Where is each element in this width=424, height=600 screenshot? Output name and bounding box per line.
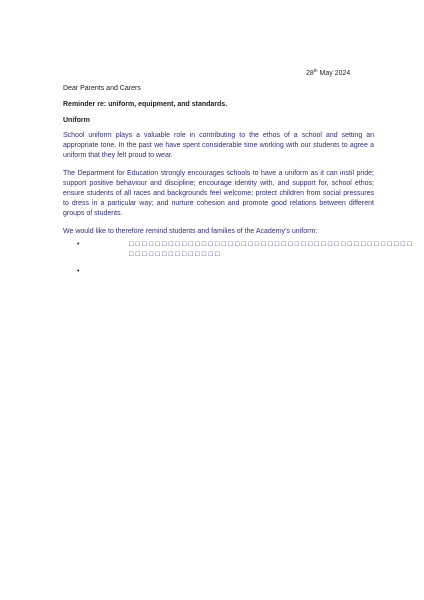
letter-heading: Reminder re: uniform, equipment, and standards. bbox=[63, 101, 228, 108]
date-suffix: th bbox=[313, 68, 318, 73]
paragraph-dfe-guidance: The Department for Education strongly encourages schools to have a uniform as it can instil pride; support positive behaviour and discipline; encourage identity with, and support for, school ethos; ensure students of all races and backgrounds feel welcome; protect children from social pressures to dress in a particular way; and nurture cohesion and promote good relations between different groups of students. bbox=[63, 170, 374, 217]
section-heading-uniform: Uniform bbox=[63, 117, 90, 124]
bullet-icon: • bbox=[77, 241, 80, 248]
list-item bbox=[63, 267, 415, 277]
paragraph-uniform-reminder: We would like to therefore remind students and families of the Academy’s uniform: bbox=[63, 228, 318, 235]
list-item-text: □□□□□□□□□□□□□□□□□□□□□□□□□□□□□□□□□□□□□□□□□□□□□□□□□□□□□□□□□ bbox=[129, 241, 415, 258]
bullet-icon: • bbox=[77, 268, 80, 275]
list-item bbox=[63, 240, 415, 260]
salutation: Dear Parents and Carers bbox=[63, 85, 141, 92]
list-item-text bbox=[63, 267, 415, 277]
paragraph-uniform-role: School uniform plays a valuable role in contributing to the ethos of a school and setting an appropriate tone. In the past we have spent considerable time working with our students to agree a uniform that they felt proud to wear. bbox=[63, 132, 374, 159]
letter-date bbox=[306, 68, 350, 77]
uniform-bullet-list bbox=[63, 240, 415, 284]
date-month-year: May 2024 bbox=[317, 70, 351, 77]
date-day: 28 bbox=[306, 70, 314, 77]
